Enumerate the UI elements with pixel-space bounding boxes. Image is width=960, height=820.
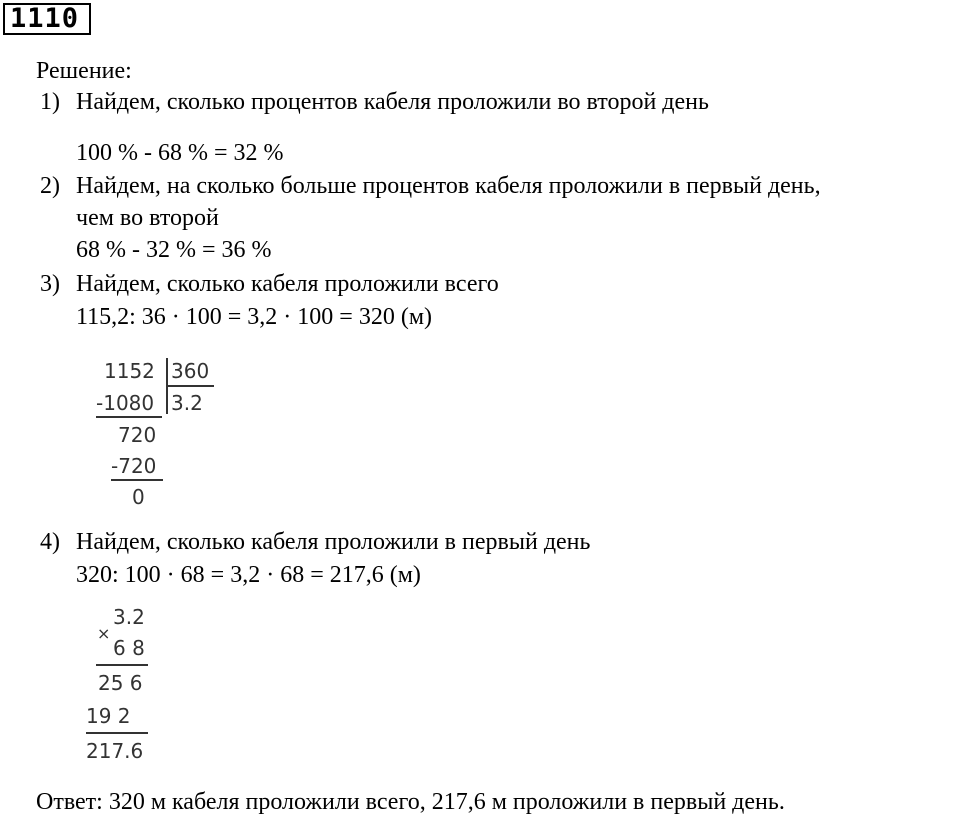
multiplication-partial-1: 25 6 [98,671,143,695]
step-3-number: 3) [40,271,60,297]
step-4-text: Найдем, сколько кабеля проложили в первый день [76,529,591,555]
division-dividend: 1152 [104,359,155,383]
multiplication-sign: × [97,624,111,643]
answer-text: Ответ: 320 м кабеля проложили всего, 217,6 м проложили в первый день. [36,789,785,815]
step-3-calc: 115,2: 36 · 100 = 3,2 · 100 = 320 (м) [76,304,433,330]
step-2-number: 2) [40,173,60,199]
division-subtract-1-underline [96,416,162,418]
step-2-calc: 68 % - 32 % = 36 % [76,237,272,263]
problem-number: 1110 [3,3,91,35]
step-1-number: 1) [40,89,60,115]
multiplication-multiplier: 6 8 [113,636,145,660]
division-quotient: 3.2 [171,391,203,415]
multiplication-multiplicand: 3.2 [113,605,145,629]
division-subtract-2: -720 [111,454,157,478]
step-3-text: Найдем, сколько кабеля проложили всего [76,271,499,297]
step-2-text-continued: чем во второй [76,205,219,231]
division-subtract-1: -1080 [96,391,155,415]
division-divisor: 360 [171,359,210,383]
step-4-calc: 320: 100 · 68 = 3,2 · 68 = 217,6 (м) [76,562,421,588]
step-1-text: Найдем, сколько процентов кабеля проложили во второй день [76,89,709,115]
multiplication-line-2 [86,732,148,734]
multiplication-line-1 [96,664,148,666]
division-divisor-underline [168,385,214,387]
solution-label: Решение: [36,58,132,84]
division-remainder-1: 720 [118,423,157,447]
step-4-number: 4) [40,529,60,555]
multiplication-partial-2: 19 2 [86,704,131,728]
step-1-calc: 100 % - 68 % = 32 % [76,140,284,166]
multiplication-result: 217.6 [86,739,144,763]
step-2-text: Найдем, на сколько больше процентов кабеля проложили в первый день, [76,173,821,199]
division-remainder-final: 0 [132,485,145,509]
division-subtract-2-underline [111,479,163,481]
